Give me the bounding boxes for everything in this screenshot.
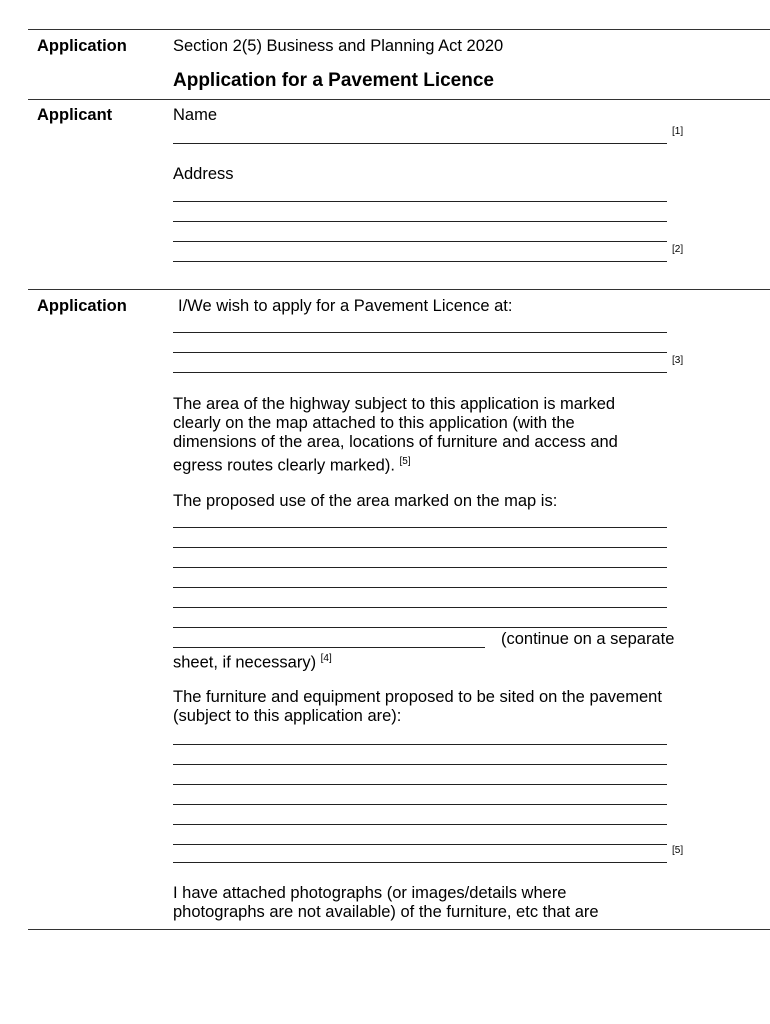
address-label: Address xyxy=(173,165,234,183)
bottom-rule xyxy=(28,929,770,930)
section-divider xyxy=(28,99,770,100)
name-field[interactable] xyxy=(173,143,667,144)
address-field-line-3[interactable] xyxy=(173,241,667,242)
location-field-line-2[interactable] xyxy=(173,352,667,353)
area-text-4-body: egress routes clearly marked). xyxy=(173,456,395,475)
location-intro: I/We wish to apply for a Pavement Licence at: xyxy=(178,297,513,315)
section-divider-2 xyxy=(28,289,770,290)
address-field-line-2[interactable] xyxy=(173,221,667,222)
furniture-field-line-2[interactable] xyxy=(173,764,667,765)
furniture-footnote: [5] xyxy=(672,845,684,856)
continue-text-2-body: sheet, if necessary) xyxy=(173,653,317,672)
area-footnote: [5] xyxy=(399,456,411,467)
form-title: Application for a Pavement Licence xyxy=(173,70,494,91)
area-text-2: clearly on the map attached to this application (with the xyxy=(173,414,575,432)
area-text-3: dimensions of the area, locations of furniture and access and xyxy=(173,433,618,451)
furniture-text-2: (subject to this application are): xyxy=(173,707,402,725)
address-field-line-4[interactable] xyxy=(173,261,667,262)
furniture-field-line-3[interactable] xyxy=(173,784,667,785)
use-field-line-5[interactable] xyxy=(173,607,667,608)
section-label-application: Application xyxy=(37,37,127,55)
location-footnote: [3] xyxy=(672,355,684,366)
furniture-field-line-6[interactable] xyxy=(173,844,667,845)
continue-text: (continue on a separate xyxy=(501,630,675,648)
furniture-field-line-7[interactable] xyxy=(173,862,667,863)
furniture-text-1: The furniture and equipment proposed to be sited on the pavement xyxy=(173,688,662,706)
top-rule xyxy=(28,29,770,30)
use-field-line-1[interactable] xyxy=(173,527,667,528)
use-field-line-7[interactable] xyxy=(173,647,485,648)
location-field-line-3[interactable] xyxy=(173,372,667,373)
furniture-field-line-5[interactable] xyxy=(173,824,667,825)
use-field-line-3[interactable] xyxy=(173,567,667,568)
continue-text-2 xyxy=(173,649,332,673)
use-field-line-4[interactable] xyxy=(173,587,667,588)
area-text-1: The area of the highway subject to this application is marked xyxy=(173,395,616,413)
section-label-application-2: Application xyxy=(37,297,127,315)
act-reference: Section 2(5) Business and Planning Act 2020 xyxy=(173,37,504,55)
use-field-line-2[interactable] xyxy=(173,547,667,548)
use-field-line-6[interactable] xyxy=(173,627,667,628)
photos-text-2: photographs are not available) of the furniture, etc that are xyxy=(173,903,599,921)
furniture-field-line-1[interactable] xyxy=(173,744,667,745)
continue-footnote: [4] xyxy=(320,653,332,664)
area-text-4 xyxy=(173,452,411,476)
use-label: The proposed use of the area marked on the map is: xyxy=(173,492,558,510)
location-field-line-1[interactable] xyxy=(173,332,667,333)
photos-text-1: I have attached photographs (or images/details where xyxy=(173,884,567,902)
name-label: Name xyxy=(173,106,218,124)
address-footnote: [2] xyxy=(672,244,684,255)
address-field-line-1[interactable] xyxy=(173,201,667,202)
name-footnote: [1] xyxy=(672,126,684,137)
furniture-field-line-4[interactable] xyxy=(173,804,667,805)
section-label-applicant: Applicant xyxy=(37,106,113,124)
